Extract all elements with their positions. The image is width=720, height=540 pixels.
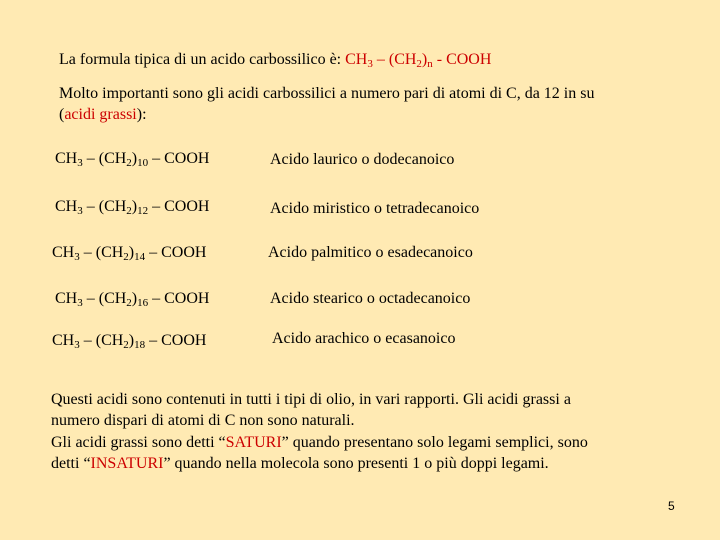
paragraph2-line1: Questi acidi sono contenuti in tutti i tipi di olio, in vari rapporti. Gli acidi grassi a	[51, 391, 571, 408]
paragraph2-line3	[51, 433, 588, 453]
acid-name: Acido miristico o tetradecanoico	[270, 200, 480, 217]
text: detti “	[51, 455, 91, 472]
formula-sub: 2	[126, 297, 132, 309]
formula-sub: 2	[123, 339, 129, 351]
formula-ch: CH	[55, 198, 78, 215]
text: ” quando nella molecola sono presenti 1 o più doppi legami.	[163, 455, 549, 472]
formula-tail: – COOH	[148, 198, 210, 215]
formula-close: )	[131, 150, 138, 167]
paren-close: ):	[136, 106, 147, 123]
acid-name: Acido arachico o ecasanoico	[272, 330, 456, 347]
formula-sub: 3	[77, 297, 83, 309]
formula-tail: – COOH	[148, 150, 210, 167]
page-number: 5	[668, 499, 675, 513]
formula-ch: CH	[52, 332, 75, 349]
formula-tail: – COOH	[145, 332, 207, 349]
formula-close: )	[128, 332, 135, 349]
insaturi-highlight: INSATURI	[90, 455, 164, 472]
formula-mid: – (CH	[82, 150, 127, 167]
acid-name: Acido stearico o octadecanoico	[270, 290, 471, 307]
carbon-count-sub: 18	[134, 339, 146, 351]
intro-text: La formula tipica di un acido carbossilico è:	[59, 51, 346, 68]
paren-open: (	[59, 106, 65, 123]
formula-sub: 3	[74, 339, 80, 351]
formula-sub: 3	[77, 157, 83, 169]
formula-ch: CH	[345, 51, 368, 68]
formula-sub: 2	[126, 205, 132, 217]
formula-sub: n	[427, 58, 433, 70]
acid-formula	[55, 197, 209, 217]
text: ” quando presentano solo legami semplici, sono	[281, 434, 588, 451]
formula-close: )	[128, 244, 135, 261]
acid-name: Acido laurico o dodecanoico	[270, 151, 455, 168]
paragraph1-line2	[59, 105, 147, 125]
carbon-count-sub: 16	[137, 297, 149, 309]
acid-formula	[52, 331, 206, 351]
formula-mid: – (CH	[82, 290, 127, 307]
acid-formula	[55, 149, 209, 169]
formula-mid: – (CH	[79, 244, 124, 261]
formula-close: )	[421, 51, 428, 68]
formula-mid: – (CH	[82, 198, 127, 215]
carbon-count-sub: 12	[137, 205, 149, 217]
formula-ch: CH	[55, 290, 78, 307]
formula-close: )	[131, 290, 138, 307]
saturi-highlight: SATURI	[225, 434, 282, 451]
formula-ch: CH	[52, 244, 75, 261]
formula-mid: – (CH	[372, 51, 417, 68]
formula-tail: – COOH	[145, 244, 207, 261]
formula-ch: CH	[55, 150, 78, 167]
formula-sub: 3	[74, 251, 80, 263]
carbon-count-sub: 14	[134, 251, 146, 263]
formula-sub: 2	[416, 58, 422, 70]
formula-tail: – COOH	[148, 290, 210, 307]
formula-sub: 3	[367, 58, 373, 70]
intro-line	[59, 50, 491, 70]
formula-tail: - COOH	[432, 51, 492, 68]
formula-sub: 3	[77, 205, 83, 217]
acidi-grassi-highlight: acidi grassi	[64, 106, 137, 123]
acid-formula	[55, 289, 209, 309]
paragraph2-line2: numero dispari di atomi di C non sono naturali.	[51, 412, 355, 429]
acid-name: Acido palmitico o esadecanoico	[268, 244, 473, 261]
formula-sub: 2	[123, 251, 129, 263]
paragraph2-line4	[51, 454, 549, 474]
paragraph1-line1: Molto importanti sono gli acidi carbossilici a numero pari di atomi di C, da 12 in su	[59, 85, 595, 102]
intro-formula	[345, 51, 491, 68]
formula-mid: – (CH	[79, 332, 124, 349]
acid-formula	[52, 243, 206, 263]
carbon-count-sub: 10	[137, 157, 149, 169]
formula-sub: 2	[126, 157, 132, 169]
formula-close: )	[131, 198, 138, 215]
text: Gli acidi grassi sono detti “	[51, 434, 226, 451]
